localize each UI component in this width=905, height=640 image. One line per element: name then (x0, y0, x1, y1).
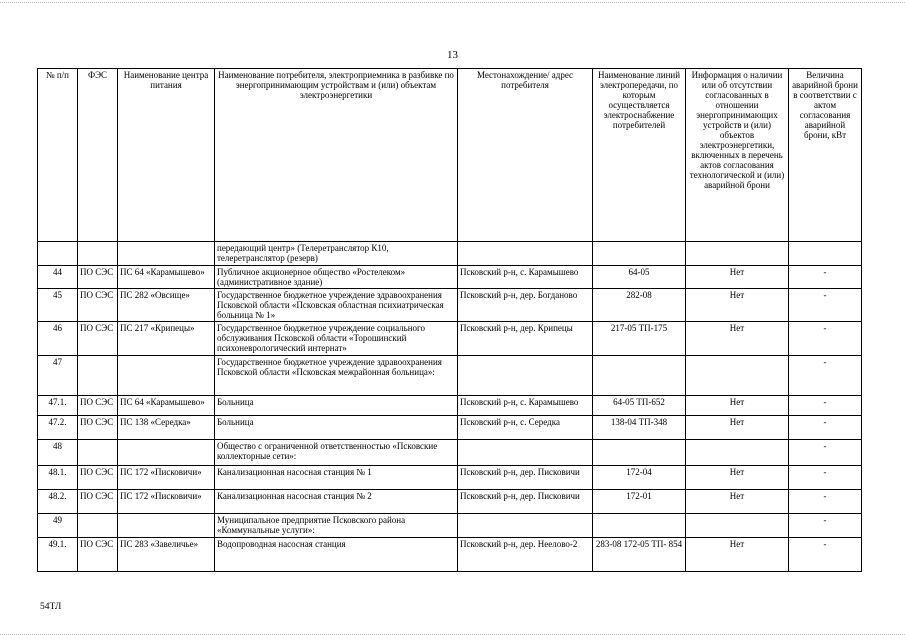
row-consumer: Государственное бюджетное учреждение здравоохранения Псковской области «Псковская межрайонная больница»: (215, 356, 458, 396)
table-row (38, 440, 862, 466)
row-consumer: Публичное акционерное общество «Ростелеком» (административное здание) (215, 266, 458, 289)
row-consumer: Канализационная насосная станция № 2 (215, 490, 458, 514)
row-fes: ПО СЭС (78, 416, 118, 440)
row-info: Нет (686, 490, 789, 514)
row-lines (593, 356, 686, 396)
row-num: 47 (38, 356, 78, 396)
row-location (458, 356, 593, 396)
document-code: 54ТЛ (40, 602, 62, 612)
row-num (38, 242, 78, 266)
table-row (38, 322, 862, 356)
header-info: Информация о наличии или об отсутствии согласованных в отношении энергопринимающих устройств и (или) объектов электроэнергетики, включенных в перечень актов согласования технологической и (или) аварийной брони (686, 69, 789, 242)
row-center: ПС 172 «Писковичи» (118, 466, 215, 490)
row-lines: 138-04 ТП-348 (593, 416, 686, 440)
row-location: Псковский р-н, дер. Писковичи (458, 490, 593, 514)
row-info: Нет (686, 538, 789, 572)
table-row (38, 466, 862, 490)
row-info (686, 440, 789, 466)
row-consumer: Больница (215, 416, 458, 440)
row-fes (78, 356, 118, 396)
row-fes: ПО СЭС (78, 266, 118, 289)
row-fes: ПО СЭС (78, 538, 118, 572)
row-location: Псковский р-н, дер. Богданово (458, 289, 593, 322)
row-consumer: Государственное бюджетное учреждение социального обслуживания Псковской области «Торошинский психоневрологический интернат» (215, 322, 458, 356)
row-reserve: - (789, 440, 862, 466)
row-reserve (789, 242, 862, 266)
row-num: 48 (38, 440, 78, 466)
row-center (118, 440, 215, 466)
header-num: № п/п (38, 69, 78, 242)
row-lines: 172-04 (593, 466, 686, 490)
table-row (38, 514, 862, 538)
row-location (458, 514, 593, 538)
row-num: 47.2. (38, 416, 78, 440)
table-row (38, 242, 862, 266)
row-num: 45 (38, 289, 78, 322)
row-reserve: - (789, 396, 862, 416)
row-center (118, 242, 215, 266)
row-info (686, 356, 789, 396)
row-lines: 172-01 (593, 490, 686, 514)
table-row (38, 396, 862, 416)
row-location: Псковский р-н, с. Карамышево (458, 266, 593, 289)
row-reserve: - (789, 538, 862, 572)
row-location (458, 440, 593, 466)
row-center (118, 514, 215, 538)
row-center: ПС 172 «Писковичи» (118, 490, 215, 514)
row-location: Псковский р-н, дер. Крипецы (458, 322, 593, 356)
row-lines: 64-05 ТП-652 (593, 396, 686, 416)
row-lines: 282-08 (593, 289, 686, 322)
row-consumer: Канализационная насосная станция № 1 (215, 466, 458, 490)
row-center: ПС 138 «Середка» (118, 416, 215, 440)
row-info (686, 242, 789, 266)
row-num: 48.1. (38, 466, 78, 490)
page-number: 13 (447, 49, 458, 61)
row-num: 49.1. (38, 538, 78, 572)
row-consumer: Водопроводная насосная станция (215, 538, 458, 572)
row-info: Нет (686, 266, 789, 289)
row-center: ПС 64 «Карамышево» (118, 266, 215, 289)
row-fes (78, 514, 118, 538)
row-location: Псковский р-н, с. Середка (458, 416, 593, 440)
row-info (686, 514, 789, 538)
row-consumer: Общество с ограниченной ответственностью «Псковские коллекторные сети»: (215, 440, 458, 466)
row-location: Псковский р-н, с. Карамышево (458, 396, 593, 416)
row-location: Псковский р-н, дер. Писковичи (458, 466, 593, 490)
row-consumer: Муниципальное предприятие Псковского района «Коммунальные услуги»: (215, 514, 458, 538)
row-reserve: - (789, 266, 862, 289)
row-reserve: - (789, 356, 862, 396)
row-info: Нет (686, 396, 789, 416)
table-row (38, 416, 862, 440)
header-reserve: Величина аварийной брони в соответствии с актом согласования аварийной брони, кВт (789, 69, 862, 242)
row-center: ПС 283 «Завеличье» (118, 538, 215, 572)
row-consumer: передающий центр» (Телеретранслятор К10, телеретранслятор (резерв) (215, 242, 458, 266)
header-center: Наименование центра питания (118, 69, 215, 242)
row-lines (593, 514, 686, 538)
row-location (458, 242, 593, 266)
row-reserve: - (789, 466, 862, 490)
row-reserve: - (789, 514, 862, 538)
scan-edge-bottom (0, 634, 905, 635)
header-fes: ФЭС (78, 69, 118, 242)
row-fes: ПО СЭС (78, 490, 118, 514)
table-row (38, 289, 862, 322)
row-num: 47.1. (38, 396, 78, 416)
row-lines: 64-05 (593, 266, 686, 289)
row-consumer: Государственное бюджетное учреждение здравоохранения Псковской области «Псковская областная психиатрическая больница № 1» (215, 289, 458, 322)
header-row (38, 69, 862, 242)
energy-consumers-table (37, 68, 862, 572)
row-fes (78, 242, 118, 266)
row-fes (78, 440, 118, 466)
table-row (38, 266, 862, 289)
row-center (118, 356, 215, 396)
row-info: Нет (686, 466, 789, 490)
row-lines (593, 440, 686, 466)
table-row (38, 490, 862, 514)
row-fes: ПО СЭС (78, 466, 118, 490)
row-lines: 283-08 172-05 ТП- 854 (593, 538, 686, 572)
scan-edge-top (0, 2, 905, 3)
row-reserve: - (789, 490, 862, 514)
header-location: Местонахождение/ адрес потребителя (458, 69, 593, 242)
row-location: Псковский р-н, дер. Неелово-2 (458, 538, 593, 572)
row-reserve: - (789, 289, 862, 322)
row-info: Нет (686, 289, 789, 322)
header-lines: Наименование линий электропередачи, по которым осуществляется электроснабжение потребителей (593, 69, 686, 242)
row-num: 48.2. (38, 490, 78, 514)
row-center: ПС 282 «Овсище» (118, 289, 215, 322)
row-num: 46 (38, 322, 78, 356)
row-center: ПС 217 «Крипецы» (118, 322, 215, 356)
header-consumer: Наименование потребителя, электроприемника в разбивке по энергопринимающим устройствам и (или) объектам электроэнергетики (215, 69, 458, 242)
row-center: ПС 64 «Карамышево» (118, 396, 215, 416)
row-reserve: - (789, 322, 862, 356)
table-row (38, 356, 862, 396)
row-info: Нет (686, 322, 789, 356)
row-fes: ПО СЭС (78, 289, 118, 322)
row-info: Нет (686, 416, 789, 440)
row-reserve: - (789, 416, 862, 440)
row-consumer: Больница (215, 396, 458, 416)
row-num: 49 (38, 514, 78, 538)
row-num: 44 (38, 266, 78, 289)
row-lines: 217-05 ТП-175 (593, 322, 686, 356)
row-fes: ПО СЭС (78, 322, 118, 356)
row-fes: ПО СЭС (78, 396, 118, 416)
row-lines (593, 242, 686, 266)
table-row (38, 538, 862, 572)
